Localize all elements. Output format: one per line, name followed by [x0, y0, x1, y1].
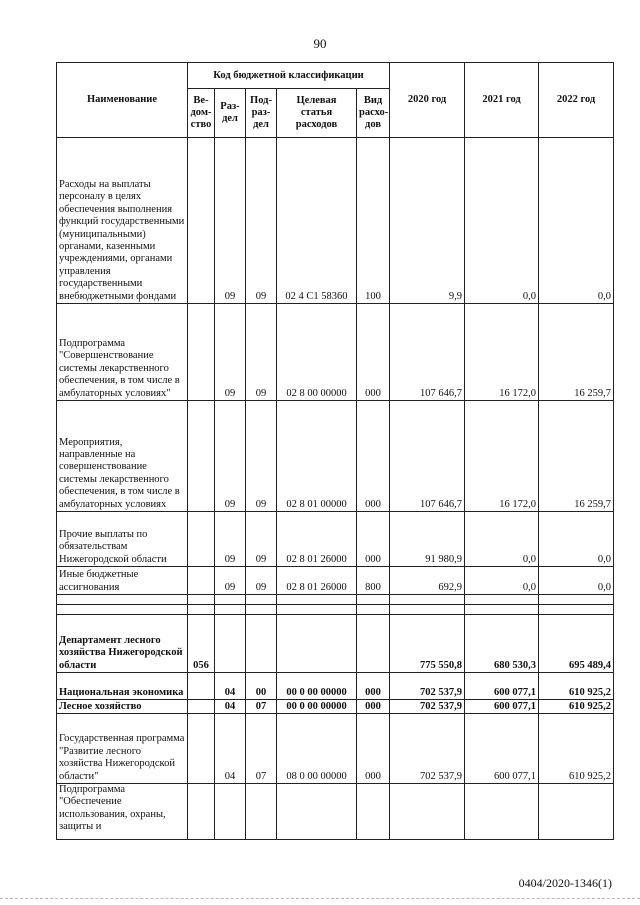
row-vedomstvo	[188, 784, 215, 840]
row-value-2020: 692,9	[390, 567, 465, 595]
table-row	[57, 512, 614, 567]
row-razdel	[215, 615, 246, 673]
row-vedomstvo	[188, 512, 215, 567]
table-row	[57, 673, 614, 700]
document-code: 0404/2020-1346(1)	[518, 876, 612, 890]
row-value-2022: 610 925,2	[539, 714, 614, 784]
header-expense-type: Вид расхо- дов	[357, 89, 390, 138]
row-podrazdel: 09	[246, 401, 277, 512]
row-value-2022: 695 489,4	[539, 615, 614, 673]
row-target-article: 02 8 00 00000	[277, 304, 357, 401]
row-value-2022: 16 259,7	[539, 304, 614, 401]
row-value-2022: 16 259,7	[539, 401, 614, 512]
row-value-2021: 0,0	[465, 567, 539, 595]
row-value-2022: 0,0	[539, 138, 614, 304]
row-value-2020: 702 537,9	[390, 700, 465, 714]
page-number: 90	[313, 36, 327, 51]
row-podrazdel: 07	[246, 700, 277, 714]
row-value-2020	[390, 784, 465, 840]
row-target-article: 02 8 01 00000	[277, 401, 357, 512]
row-expense-type: 000	[357, 401, 390, 512]
table-row	[57, 700, 614, 714]
row-target-article: 00 0 00 00000	[277, 700, 357, 714]
row-vedomstvo	[188, 700, 215, 714]
row-podrazdel: 07	[246, 714, 277, 784]
header-vedomstvo: Ве- дом- ство	[188, 89, 215, 138]
row-target-article	[277, 784, 357, 840]
row-expense-type: 100	[357, 138, 390, 304]
row-name: Расходы на выплаты персоналу в целях обеспечения выполнения функций государственными (муниципальными) органами, казенными учреждениями, органами управления государственными внебюджетными фондами	[57, 138, 188, 304]
row-razdel: 09	[215, 567, 246, 595]
row-vedomstvo	[188, 567, 215, 595]
row-value-2021: 0,0	[465, 138, 539, 304]
row-value-2020: 107 646,7	[390, 304, 465, 401]
row-name: Подпрограмма "Совершенствование системы лекарственного обеспечения, в том числе в амбулаторных условиях"	[57, 304, 188, 401]
budget-table	[56, 62, 614, 840]
header-razdel: Раз- дел	[215, 89, 246, 138]
row-name: Прочие выплаты по обязательствам Нижегородской области	[57, 512, 188, 567]
row-podrazdel	[246, 615, 277, 673]
row-expense-type: 000	[357, 714, 390, 784]
row-expense-type: 000	[357, 512, 390, 567]
bottom-rule	[0, 898, 640, 899]
header-year-2022: 2022 год	[539, 63, 614, 138]
row-vedomstvo	[188, 138, 215, 304]
table-row	[57, 138, 614, 304]
row-value-2020: 9,9	[390, 138, 465, 304]
row-value-2022: 0,0	[539, 567, 614, 595]
spacer-row	[57, 595, 614, 605]
row-target-article: 00 0 00 00000	[277, 673, 357, 700]
row-podrazdel: 00	[246, 673, 277, 700]
row-razdel: 04	[215, 673, 246, 700]
row-value-2020: 702 537,9	[390, 673, 465, 700]
row-value-2021: 16 172,0	[465, 401, 539, 512]
header-name: Наименование	[57, 63, 188, 138]
row-vedomstvo: 056	[188, 615, 215, 673]
row-value-2021: 600 077,1	[465, 714, 539, 784]
row-vedomstvo	[188, 714, 215, 784]
row-razdel: 09	[215, 401, 246, 512]
row-vedomstvo	[188, 304, 215, 401]
row-value-2020: 775 550,8	[390, 615, 465, 673]
row-name: Подпрограмма "Обеспечение использования, охраны, защиты и	[57, 784, 188, 840]
row-value-2022: 610 925,2	[539, 673, 614, 700]
row-name: Национальная экономика	[57, 673, 188, 700]
row-value-2022	[539, 784, 614, 840]
table-row	[57, 615, 614, 673]
table-row	[57, 304, 614, 401]
row-value-2020: 91 980,9	[390, 512, 465, 567]
row-name: Государственная программа "Развитие лесного хозяйства Нижегородской области"	[57, 714, 188, 784]
row-razdel: 09	[215, 304, 246, 401]
budget-table-body	[57, 138, 614, 840]
row-expense-type: 000	[357, 673, 390, 700]
header-year-2020: 2020 год	[390, 63, 465, 138]
row-name: Лесное хозяйство	[57, 700, 188, 714]
row-podrazdel: 09	[246, 512, 277, 567]
row-vedomstvo	[188, 401, 215, 512]
row-target-article: 02 4 C1 58360	[277, 138, 357, 304]
row-razdel: 04	[215, 700, 246, 714]
row-value-2021: 600 077,1	[465, 673, 539, 700]
row-podrazdel: 09	[246, 567, 277, 595]
row-name: Иные бюджетные ассигнования	[57, 567, 188, 595]
row-value-2020: 702 537,9	[390, 714, 465, 784]
row-expense-type	[357, 615, 390, 673]
table-row	[57, 401, 614, 512]
spacer-row	[57, 605, 614, 615]
row-value-2020: 107 646,7	[390, 401, 465, 512]
header-classification-group: Код бюджетной классификации	[188, 63, 390, 89]
row-podrazdel: 09	[246, 138, 277, 304]
row-value-2021	[465, 784, 539, 840]
row-target-article: 08 0 00 00000	[277, 714, 357, 784]
row-podrazdel: 09	[246, 304, 277, 401]
row-value-2021: 16 172,0	[465, 304, 539, 401]
row-expense-type: 000	[357, 700, 390, 714]
row-razdel: 09	[215, 138, 246, 304]
row-value-2021: 680 530,3	[465, 615, 539, 673]
row-name: Мероприятия, направленные на совершенствование системы лекарственного обеспечения, в том числе в амбулаторных условиях	[57, 401, 188, 512]
row-razdel: 04	[215, 714, 246, 784]
header-target-article: Целевая статья расходов	[277, 89, 357, 138]
row-target-article	[277, 615, 357, 673]
row-value-2022: 610 925,2	[539, 700, 614, 714]
row-value-2021: 600 077,1	[465, 700, 539, 714]
table-row	[57, 784, 614, 840]
header-podrazdel: Под- раз- дел	[246, 89, 277, 138]
header-year-2021: 2021 год	[465, 63, 539, 138]
row-target-article: 02 8 01 26000	[277, 512, 357, 567]
row-target-article: 02 8 01 26000	[277, 567, 357, 595]
row-expense-type	[357, 784, 390, 840]
row-expense-type: 800	[357, 567, 390, 595]
row-expense-type: 000	[357, 304, 390, 401]
row-vedomstvo	[188, 673, 215, 700]
table-row	[57, 567, 614, 595]
row-value-2021: 0,0	[465, 512, 539, 567]
table-row	[57, 714, 614, 784]
row-podrazdel	[246, 784, 277, 840]
row-razdel	[215, 784, 246, 840]
row-name: Департамент лесного хозяйства Нижегородской области	[57, 615, 188, 673]
row-value-2022: 0,0	[539, 512, 614, 567]
row-razdel: 09	[215, 512, 246, 567]
